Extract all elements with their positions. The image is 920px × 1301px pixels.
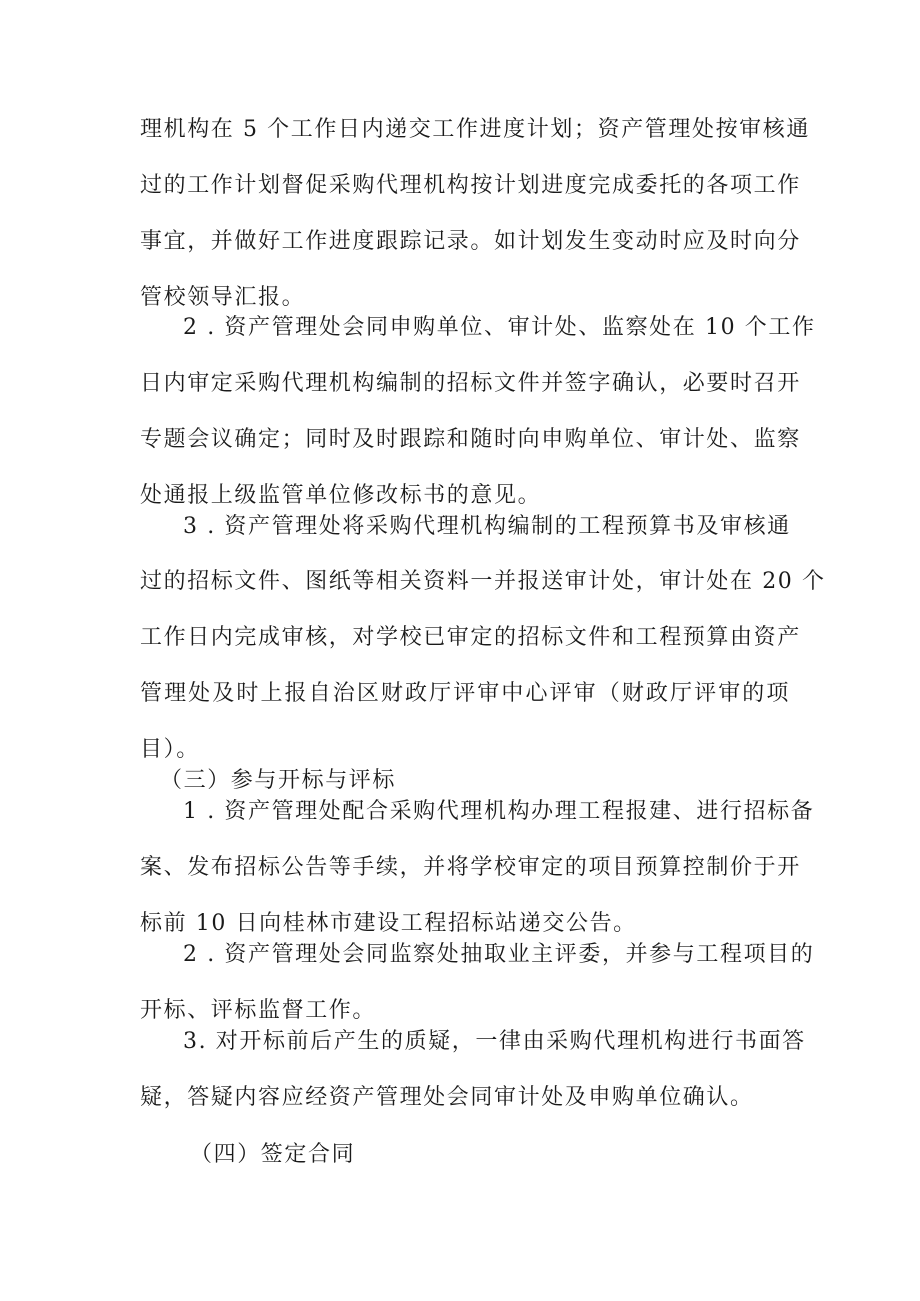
text-line: 目）。 (140, 737, 200, 762)
text-line: 理机构在 5 个工作日内递交工作进度计划；资产管理处按审核通 (140, 117, 810, 142)
text-line: 3 . 资产管理处将采购代理机构编制的工程预算书及审核通 (183, 514, 791, 539)
text-line: 标前 10 日向桂林市建设工程招标站递交公告。 (140, 911, 637, 936)
text-line: 过的工作计划督促采购代理机构按计划进度完成委托的各项工作 (140, 173, 801, 198)
text-line: 管理处及时上报自治区财政厅评审中心评审（财政厅评审的项 (140, 681, 790, 706)
text-line: 1 . 资产管理处配合采购代理机构办理工程报建、进行招标备 (183, 799, 815, 824)
text-line: 专题会议确定；同时及时跟踪和随时向申购单位、审计处、监察 (140, 427, 801, 452)
section-heading: （四）签定合同 (190, 1142, 356, 1167)
text-line: 开标、评标监督工作。 (140, 998, 377, 1023)
text-line: 疑，答疑内容应经资产管理处会同审计处及申购单位确认。 (140, 1085, 754, 1110)
text-line: 工作日内完成审核，对学校已审定的招标文件和工程预算由资产 (140, 625, 801, 650)
text-line: 2 . 资产管理处会同申购单位、审计处、监察处在 10 个工作 (183, 315, 816, 340)
text-line: 日内审定采购代理机构编制的招标文件并签字确认，必要时召开 (140, 371, 801, 396)
section-heading: （三）参与开标与评标 (160, 768, 397, 793)
text-line: 案、发布招标公告等手续，并将学校审定的项目预算控制价于开 (140, 855, 801, 880)
text-line: 2 . 资产管理处会同监察处抽取业主评委，并参与工程项目的 (183, 942, 815, 967)
text-line: 过的招标文件、图纸等相关资料一并报送审计处，审计处在 20 个 (140, 569, 826, 594)
text-line: 处通报上级监管单位修改标书的意见。 (140, 483, 542, 508)
text-line: 3. 对开标前后产生的质疑，一律由采购代理机构进行书面答 (183, 1029, 806, 1054)
text-line: 事宜，并做好工作进度跟踪记录。如计划发生变动时应及时向分 (140, 229, 801, 254)
text-line: 管校领导汇报。 (140, 285, 306, 310)
